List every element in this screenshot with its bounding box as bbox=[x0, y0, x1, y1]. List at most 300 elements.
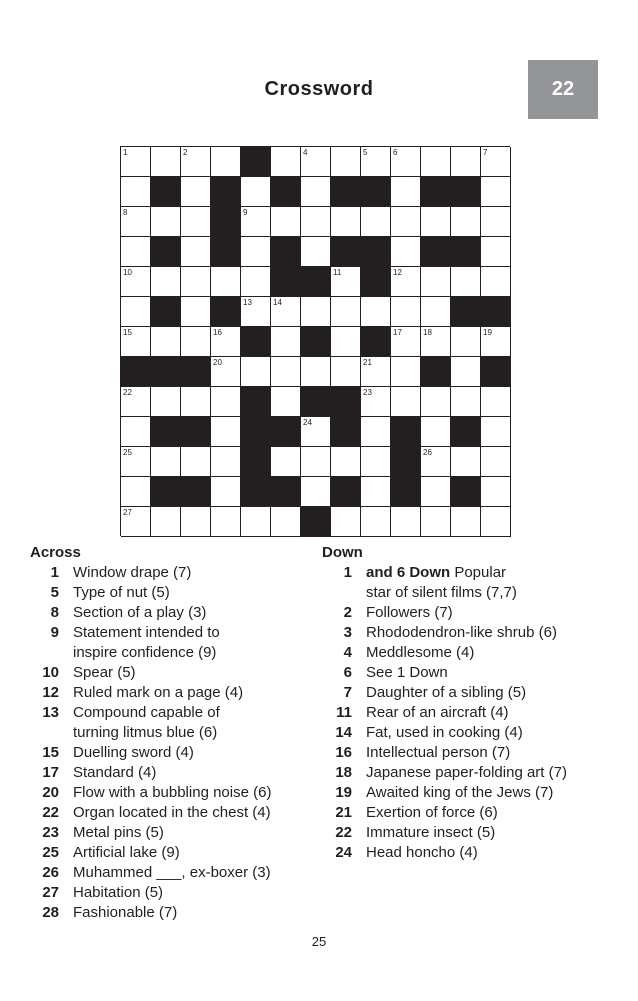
black-square bbox=[331, 477, 361, 507]
grid-cell[interactable] bbox=[181, 267, 211, 297]
grid-cell[interactable] bbox=[181, 447, 211, 477]
clue-number: 23 bbox=[42, 824, 59, 841]
across-clue-20 bbox=[30, 783, 310, 803]
clue-number: 6 bbox=[343, 664, 352, 681]
clue-text: Standard (4) bbox=[73, 764, 157, 781]
grid-cell[interactable] bbox=[301, 147, 331, 177]
grid-cell[interactable] bbox=[211, 417, 241, 447]
black-square bbox=[361, 327, 391, 357]
clue-text: Daughter of a sibling (5) bbox=[366, 684, 527, 701]
grid-cell[interactable] bbox=[391, 267, 421, 297]
black-square bbox=[301, 387, 331, 417]
grid-cell[interactable] bbox=[271, 357, 301, 387]
across-clue-22 bbox=[30, 803, 310, 823]
clue-number: 28 bbox=[42, 904, 59, 921]
black-square bbox=[151, 297, 181, 327]
across-clues bbox=[30, 543, 310, 923]
black-square bbox=[181, 417, 211, 447]
across-clue-list bbox=[30, 563, 310, 923]
grid-cell[interactable] bbox=[121, 417, 151, 447]
grid-cell[interactable] bbox=[181, 387, 211, 417]
black-square bbox=[121, 357, 151, 387]
across-clue-26 bbox=[30, 863, 310, 883]
clue-number: 2 bbox=[183, 148, 188, 157]
crossword-grid bbox=[120, 146, 510, 536]
grid-cell[interactable] bbox=[481, 207, 511, 237]
grid-cell[interactable] bbox=[151, 147, 181, 177]
black-square bbox=[391, 417, 421, 447]
grid-cell[interactable] bbox=[151, 267, 181, 297]
clue-number: 21 bbox=[363, 358, 372, 367]
black-square bbox=[391, 477, 421, 507]
grid-cell[interactable] bbox=[331, 507, 361, 537]
black-square bbox=[241, 477, 271, 507]
clue-number: 5 bbox=[50, 584, 59, 601]
down-clue-2 bbox=[322, 603, 622, 623]
black-square bbox=[331, 417, 361, 447]
black-square bbox=[391, 447, 421, 477]
grid-cell[interactable] bbox=[331, 147, 361, 177]
black-square bbox=[241, 417, 271, 447]
black-square bbox=[301, 327, 331, 357]
black-square bbox=[241, 327, 271, 357]
clue-number: 19 bbox=[335, 784, 352, 801]
grid-cell[interactable] bbox=[211, 477, 241, 507]
clue-number: 3 bbox=[343, 624, 352, 641]
black-square bbox=[271, 237, 301, 267]
grid-cell[interactable] bbox=[331, 267, 361, 297]
clue-text: Rear of an aircraft (4) bbox=[366, 704, 509, 721]
grid-cell[interactable] bbox=[241, 267, 271, 297]
clue-text: Metal pins (5) bbox=[73, 824, 164, 841]
grid-cell[interactable] bbox=[301, 237, 331, 267]
grid-cell[interactable] bbox=[241, 207, 271, 237]
grid-cell[interactable] bbox=[121, 507, 151, 537]
grid-cell[interactable] bbox=[391, 387, 421, 417]
grid-cell[interactable] bbox=[391, 357, 421, 387]
down-clue-4 bbox=[322, 643, 622, 663]
grid-cell[interactable] bbox=[361, 477, 391, 507]
clue-number: 18 bbox=[335, 764, 352, 781]
black-square bbox=[151, 177, 181, 207]
grid-cell[interactable] bbox=[121, 477, 151, 507]
grid-cell[interactable] bbox=[151, 327, 181, 357]
down-clue-14 bbox=[322, 723, 622, 743]
black-square bbox=[241, 147, 271, 177]
black-square bbox=[451, 297, 481, 327]
grid-cell[interactable] bbox=[421, 327, 451, 357]
across-clue-10 bbox=[30, 663, 310, 683]
clue-text: Rhododendron-like shrub (6) bbox=[366, 624, 557, 641]
clue-number: 17 bbox=[42, 764, 59, 781]
grid-cell[interactable] bbox=[271, 147, 301, 177]
grid-cell[interactable] bbox=[481, 417, 511, 447]
grid-cell[interactable] bbox=[301, 477, 331, 507]
clue-number: 11 bbox=[333, 268, 342, 277]
black-square bbox=[151, 357, 181, 387]
black-square bbox=[331, 177, 361, 207]
clue-number: 16 bbox=[213, 328, 222, 337]
across-clue-13 bbox=[30, 703, 310, 723]
grid-cell[interactable] bbox=[481, 147, 511, 177]
clue-text: See 1 Down bbox=[366, 664, 448, 681]
grid-cell[interactable] bbox=[481, 237, 511, 267]
grid-cell[interactable] bbox=[211, 357, 241, 387]
black-square bbox=[271, 267, 301, 297]
clue-number bbox=[30, 643, 59, 663]
down-clue-22 bbox=[322, 823, 622, 843]
grid-cell[interactable] bbox=[211, 327, 241, 357]
grid-cell[interactable] bbox=[301, 447, 331, 477]
grid-cell[interactable] bbox=[301, 357, 331, 387]
grid-cell[interactable] bbox=[481, 447, 511, 477]
clue-text: Duelling sword (4) bbox=[73, 744, 194, 761]
grid-cell[interactable] bbox=[481, 267, 511, 297]
grid-cell[interactable] bbox=[361, 147, 391, 177]
clue-text: turning litmus blue (6) bbox=[73, 724, 218, 741]
grid-cell[interactable] bbox=[331, 297, 361, 327]
clue-number: 15 bbox=[42, 744, 59, 761]
clue-number: 7 bbox=[483, 148, 488, 157]
across-clue-9 bbox=[30, 623, 310, 643]
grid-cell[interactable] bbox=[181, 147, 211, 177]
grid-cell[interactable] bbox=[211, 147, 241, 177]
grid-cell[interactable] bbox=[241, 297, 271, 327]
clue-number: 21 bbox=[335, 804, 352, 821]
grid-cell[interactable] bbox=[451, 507, 481, 537]
grid-cell[interactable] bbox=[361, 387, 391, 417]
across-clue-12 bbox=[30, 683, 310, 703]
clue-text: Section of a play (3) bbox=[73, 604, 207, 621]
grid-cell[interactable] bbox=[211, 267, 241, 297]
clue-number: 5 bbox=[363, 148, 368, 157]
down-clue-6 bbox=[322, 663, 622, 683]
black-square bbox=[421, 237, 451, 267]
black-square bbox=[421, 357, 451, 387]
clue-number: 14 bbox=[335, 724, 352, 741]
clue-number bbox=[322, 583, 352, 603]
grid-cell[interactable] bbox=[451, 357, 481, 387]
grid-cell[interactable] bbox=[361, 447, 391, 477]
grid-cell[interactable] bbox=[391, 297, 421, 327]
clue-number: 27 bbox=[123, 508, 132, 517]
across-clue-17 bbox=[30, 763, 310, 783]
grid-cell[interactable] bbox=[421, 477, 451, 507]
grid-cell[interactable] bbox=[331, 447, 361, 477]
black-square bbox=[451, 237, 481, 267]
black-square bbox=[451, 177, 481, 207]
across-clue-5 bbox=[30, 583, 310, 603]
clue-text: star of silent films (7,7) bbox=[366, 584, 517, 601]
clue-number: 22 bbox=[42, 804, 59, 821]
clue-text: Head honcho (4) bbox=[366, 844, 478, 861]
down-clue-1 bbox=[322, 563, 622, 583]
clue-number: 19 bbox=[483, 328, 492, 337]
black-square bbox=[361, 177, 391, 207]
across-clue-27 bbox=[30, 883, 310, 903]
clue-number: 26 bbox=[423, 448, 432, 457]
clue-text: Fat, used in cooking (4) bbox=[366, 724, 523, 741]
grid-cell[interactable] bbox=[121, 387, 151, 417]
clue-number: 9 bbox=[243, 208, 248, 217]
black-square bbox=[181, 357, 211, 387]
clue-text: Habitation (5) bbox=[73, 884, 164, 901]
clue-number: 15 bbox=[123, 328, 132, 337]
grid-cell[interactable] bbox=[241, 237, 271, 267]
grid-cell[interactable] bbox=[421, 507, 451, 537]
grid-cell[interactable] bbox=[481, 477, 511, 507]
clue-number: 4 bbox=[303, 148, 308, 157]
black-square bbox=[301, 507, 331, 537]
clue-text: Intellectual person (7) bbox=[366, 744, 511, 761]
grid-cell[interactable] bbox=[301, 177, 331, 207]
grid-cell[interactable] bbox=[391, 507, 421, 537]
black-square bbox=[151, 417, 181, 447]
clue-text: Compound capable of bbox=[73, 704, 220, 721]
clue-text: Japanese paper-folding art (7) bbox=[366, 764, 567, 781]
black-square bbox=[151, 237, 181, 267]
down-clue-7 bbox=[322, 683, 622, 703]
clue-number: 25 bbox=[123, 448, 132, 457]
clue-number: 10 bbox=[123, 268, 132, 277]
clue-number: 1 bbox=[343, 564, 352, 581]
across-clue-25 bbox=[30, 843, 310, 863]
down-clue-3 bbox=[322, 623, 622, 643]
clue-number bbox=[30, 723, 59, 743]
grid-cell[interactable] bbox=[121, 177, 151, 207]
down-clue-16 bbox=[322, 743, 622, 763]
clue-number: 24 bbox=[303, 418, 312, 427]
clue-text: Fashionable (7) bbox=[73, 904, 178, 921]
down-clues bbox=[322, 543, 622, 863]
grid-cell[interactable] bbox=[421, 387, 451, 417]
clue-text: Meddlesome (4) bbox=[366, 644, 475, 661]
black-square bbox=[451, 417, 481, 447]
grid-cell[interactable] bbox=[121, 297, 151, 327]
black-square bbox=[181, 477, 211, 507]
grid-cell[interactable] bbox=[151, 507, 181, 537]
grid-cell[interactable] bbox=[391, 177, 421, 207]
down-clue-1-line-2 bbox=[322, 583, 622, 603]
grid-cell[interactable] bbox=[151, 387, 181, 417]
grid-cell[interactable] bbox=[181, 327, 211, 357]
clue-text: Type of nut (5) bbox=[73, 584, 170, 601]
clue-number: 22 bbox=[335, 824, 352, 841]
clue-text: Statement intended to bbox=[73, 624, 220, 641]
grid-cell[interactable] bbox=[151, 207, 181, 237]
grid-cell[interactable] bbox=[121, 447, 151, 477]
grid-cell[interactable] bbox=[391, 147, 421, 177]
grid-cell[interactable] bbox=[421, 207, 451, 237]
clue-text: Immature insect (5) bbox=[366, 824, 496, 841]
across-clue-28 bbox=[30, 903, 310, 923]
clue-text: Muhammed ___, ex-boxer (3) bbox=[73, 864, 271, 881]
grid-cell[interactable] bbox=[151, 447, 181, 477]
clue-number: 18 bbox=[423, 328, 432, 337]
clue-number: 1 bbox=[123, 148, 128, 157]
down-clue-21 bbox=[322, 803, 622, 823]
grid-cell[interactable] bbox=[271, 387, 301, 417]
clue-number: 4 bbox=[343, 644, 352, 661]
clue-text: Exertion of force (6) bbox=[366, 804, 498, 821]
grid-cell[interactable] bbox=[181, 177, 211, 207]
clue-text: Organ located in the chest (4) bbox=[73, 804, 271, 821]
grid-cell[interactable] bbox=[121, 147, 151, 177]
grid-cell[interactable] bbox=[271, 447, 301, 477]
clue-text: Flow with a bubbling noise (6) bbox=[73, 784, 272, 801]
clue-number: 26 bbox=[42, 864, 59, 881]
grid-cell[interactable] bbox=[361, 507, 391, 537]
black-square bbox=[211, 237, 241, 267]
clue-bold-ref: and 6 Down bbox=[366, 564, 451, 581]
black-square bbox=[481, 357, 511, 387]
across-clue-1 bbox=[30, 563, 310, 583]
across-heading: Across bbox=[30, 544, 81, 561]
across-clue-8 bbox=[30, 603, 310, 623]
grid-cell[interactable] bbox=[361, 357, 391, 387]
grid-cell[interactable] bbox=[451, 267, 481, 297]
black-square bbox=[361, 267, 391, 297]
grid-cell[interactable] bbox=[361, 417, 391, 447]
puzzle-number-badge: 22 bbox=[528, 60, 598, 119]
grid-cell[interactable] bbox=[451, 447, 481, 477]
clue-text: and 6 Down Popular bbox=[366, 564, 507, 581]
grid-cell[interactable] bbox=[391, 207, 421, 237]
clue-number: 13 bbox=[243, 298, 252, 307]
clue-number: 10 bbox=[42, 664, 59, 681]
grid-cell[interactable] bbox=[331, 207, 361, 237]
grid-cell[interactable] bbox=[331, 357, 361, 387]
grid-cell[interactable] bbox=[121, 267, 151, 297]
grid-cell[interactable] bbox=[301, 207, 331, 237]
down-heading: Down bbox=[322, 544, 363, 561]
clue-number: 12 bbox=[393, 268, 402, 277]
grid-cell[interactable] bbox=[181, 207, 211, 237]
clue-number: 1 bbox=[50, 564, 59, 581]
grid-cell[interactable] bbox=[481, 507, 511, 537]
grid-cell[interactable] bbox=[271, 297, 301, 327]
grid-cell[interactable] bbox=[361, 297, 391, 327]
clue-number: 17 bbox=[393, 328, 402, 337]
grid-cell[interactable] bbox=[421, 447, 451, 477]
grid-cell[interactable] bbox=[181, 237, 211, 267]
clue-text: Awaited king of the Jews (7) bbox=[366, 784, 554, 801]
grid-cell[interactable] bbox=[211, 387, 241, 417]
grid-cell[interactable] bbox=[451, 327, 481, 357]
clue-number: 7 bbox=[343, 684, 352, 701]
clue-number: 20 bbox=[213, 358, 222, 367]
grid-cell[interactable] bbox=[481, 327, 511, 357]
grid-cell[interactable] bbox=[391, 237, 421, 267]
clue-number: 13 bbox=[42, 704, 59, 721]
clue-number: 6 bbox=[393, 148, 398, 157]
down-clue-24 bbox=[322, 843, 622, 863]
grid-cell[interactable] bbox=[301, 297, 331, 327]
black-square bbox=[451, 477, 481, 507]
page-number: 25 bbox=[311, 934, 327, 949]
clue-number: 23 bbox=[363, 388, 372, 397]
clue-text: Ruled mark on a page (4) bbox=[73, 684, 244, 701]
black-square bbox=[331, 237, 361, 267]
clue-number: 12 bbox=[42, 684, 59, 701]
grid-cell[interactable] bbox=[421, 297, 451, 327]
down-clue-18 bbox=[322, 763, 622, 783]
grid-cell[interactable] bbox=[121, 327, 151, 357]
clue-number: 2 bbox=[343, 604, 352, 621]
black-square bbox=[241, 447, 271, 477]
grid-cell[interactable] bbox=[481, 387, 511, 417]
clue-text: Artificial lake (9) bbox=[73, 844, 180, 861]
black-square bbox=[331, 387, 361, 417]
grid-cell[interactable] bbox=[451, 147, 481, 177]
down-clue-list bbox=[322, 563, 622, 863]
grid-cell[interactable] bbox=[481, 177, 511, 207]
black-square bbox=[211, 177, 241, 207]
black-square bbox=[271, 177, 301, 207]
grid-cell[interactable] bbox=[361, 207, 391, 237]
grid-cell[interactable] bbox=[181, 507, 211, 537]
black-square bbox=[421, 177, 451, 207]
clue-number: 16 bbox=[335, 744, 352, 761]
black-square bbox=[151, 477, 181, 507]
grid-cell[interactable] bbox=[211, 447, 241, 477]
across-clue-13-line-2 bbox=[30, 723, 310, 743]
black-square bbox=[301, 267, 331, 297]
across-clue-15 bbox=[30, 743, 310, 763]
clue-number: 24 bbox=[335, 844, 352, 861]
grid-cell[interactable] bbox=[451, 387, 481, 417]
black-square bbox=[211, 297, 241, 327]
grid-cell[interactable] bbox=[421, 417, 451, 447]
clue-text: Followers (7) bbox=[366, 604, 453, 621]
black-square bbox=[241, 387, 271, 417]
down-clue-19 bbox=[322, 783, 622, 803]
across-clue-9-line-2 bbox=[30, 643, 310, 663]
clue-text: Window drape (7) bbox=[73, 564, 192, 581]
black-square bbox=[271, 477, 301, 507]
grid-cell[interactable] bbox=[121, 237, 151, 267]
grid-cell[interactable] bbox=[181, 297, 211, 327]
grid-cell[interactable] bbox=[331, 327, 361, 357]
grid-cell[interactable] bbox=[451, 207, 481, 237]
grid-cell[interactable] bbox=[241, 507, 271, 537]
grid-cell[interactable] bbox=[271, 207, 301, 237]
clue-number: 20 bbox=[42, 784, 59, 801]
grid-cell[interactable] bbox=[271, 327, 301, 357]
clue-number: 9 bbox=[50, 624, 59, 641]
clue-number: 11 bbox=[336, 704, 352, 721]
clue-number: 8 bbox=[50, 604, 59, 621]
clue-number: 22 bbox=[123, 388, 132, 397]
down-clue-11 bbox=[322, 703, 622, 723]
grid-cell[interactable] bbox=[241, 357, 271, 387]
grid-cell[interactable] bbox=[121, 207, 151, 237]
grid-cell[interactable] bbox=[241, 177, 271, 207]
black-square bbox=[271, 417, 301, 447]
grid-cell[interactable] bbox=[421, 267, 451, 297]
grid-cell[interactable] bbox=[301, 417, 331, 447]
black-square bbox=[361, 237, 391, 267]
black-square bbox=[211, 207, 241, 237]
grid-cell[interactable] bbox=[421, 147, 451, 177]
clue-text: inspire confidence (9) bbox=[73, 644, 217, 661]
clue-text: Spear (5) bbox=[73, 664, 136, 681]
clue-number: 8 bbox=[123, 208, 128, 217]
grid-cell[interactable] bbox=[271, 507, 301, 537]
grid-cell[interactable] bbox=[211, 507, 241, 537]
page-title: Crossword bbox=[264, 78, 374, 100]
grid-cell[interactable] bbox=[391, 327, 421, 357]
